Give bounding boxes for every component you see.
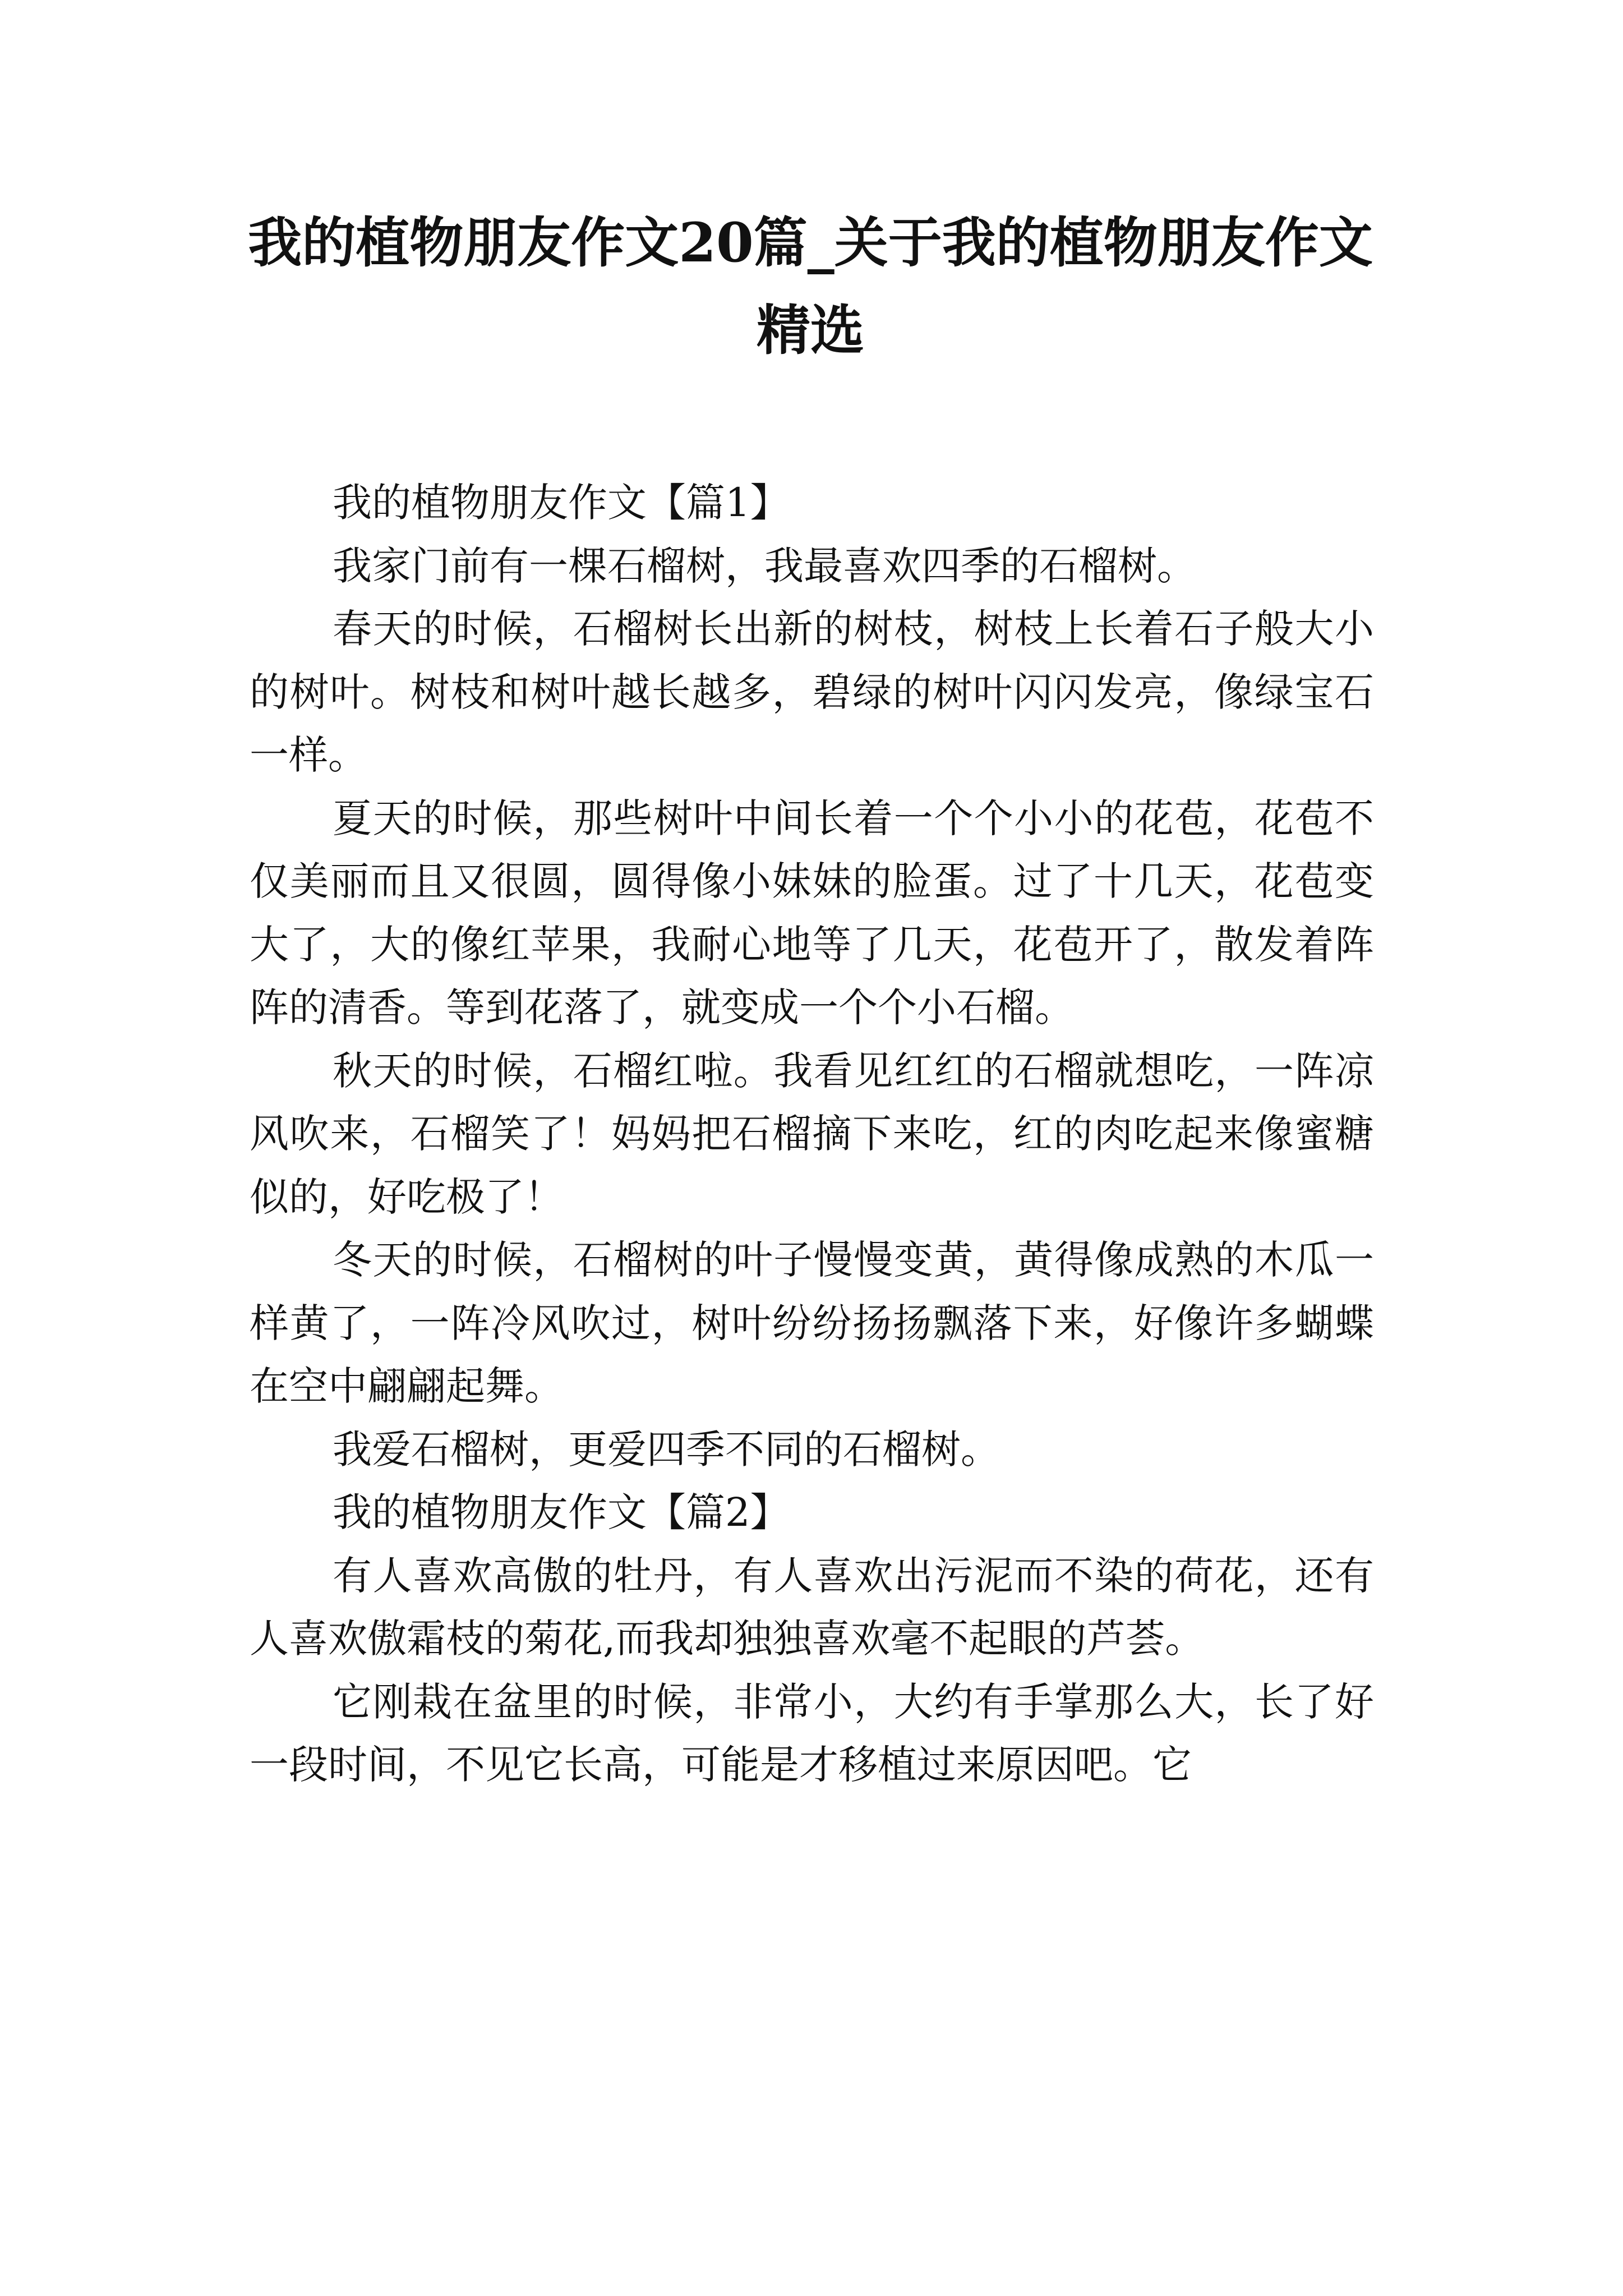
document-title: 我的植物朋友作文20篇_关于我的植物朋友作文精选	[248, 211, 1373, 362]
paragraph: 夏天的时候，那些树叶中间长着一个个小小的花苞，花苞不仅美丽而且又很圆，圆得像小妹妹的脸蛋。过了十几天，花苞变大了，大的像红苹果，我耐心地等了几天，花苞开了，散发着阵阵的清香。等到花落了，就变成一个个小石榴。	[250, 795, 1374, 1030]
paragraph: 春天的时候，石榴树长出新的树枝，树枝上长着石子般大小的树叶。树枝和树叶越长越多，碧绿的树叶闪闪发亮，像绿宝石一样。	[250, 606, 1374, 778]
section-heading: 我的植物朋友作文【篇2】	[333, 1489, 790, 1535]
paragraph: 我家门前有一棵石榴树，我最喜欢四季的石榴树。	[333, 542, 1196, 589]
paragraph: 秋天的时候，石榴红啦。我看见红红的石榴就想吃，一阵凉风吹来，石榴笑了！妈妈把石榴摘下来吃，红的肉吃起来像蜜糖似的，好吃极了！	[250, 1047, 1374, 1220]
document-body	[250, 471, 1374, 1797]
paragraph: 冬天的时候，石榴树的叶子慢慢变黄，黄得像成熟的木瓜一样黄了，一阵冷风吹过，树叶纷纷扬扬飘落下来，好像许多蝴蝶在空中翩翩起舞。	[250, 1237, 1374, 1409]
paragraph: 它刚栽在盆里的时候，非常小，大约有手掌那么大，长了好一段时间，不见它长高，可能是才移植过来原因吧。它	[250, 1678, 1374, 1788]
paragraph: 我爱石榴树，更爱四季不同的石榴树。	[333, 1426, 1000, 1473]
section-heading: 我的植物朋友作文【篇1】	[333, 480, 790, 526]
paragraph: 有人喜欢高傲的牡丹，有人喜欢出污泥而不染的荷花，还有人喜欢傲霜枝的菊花,而我却独独喜欢毫不起眼的芦荟。	[250, 1552, 1374, 1662]
